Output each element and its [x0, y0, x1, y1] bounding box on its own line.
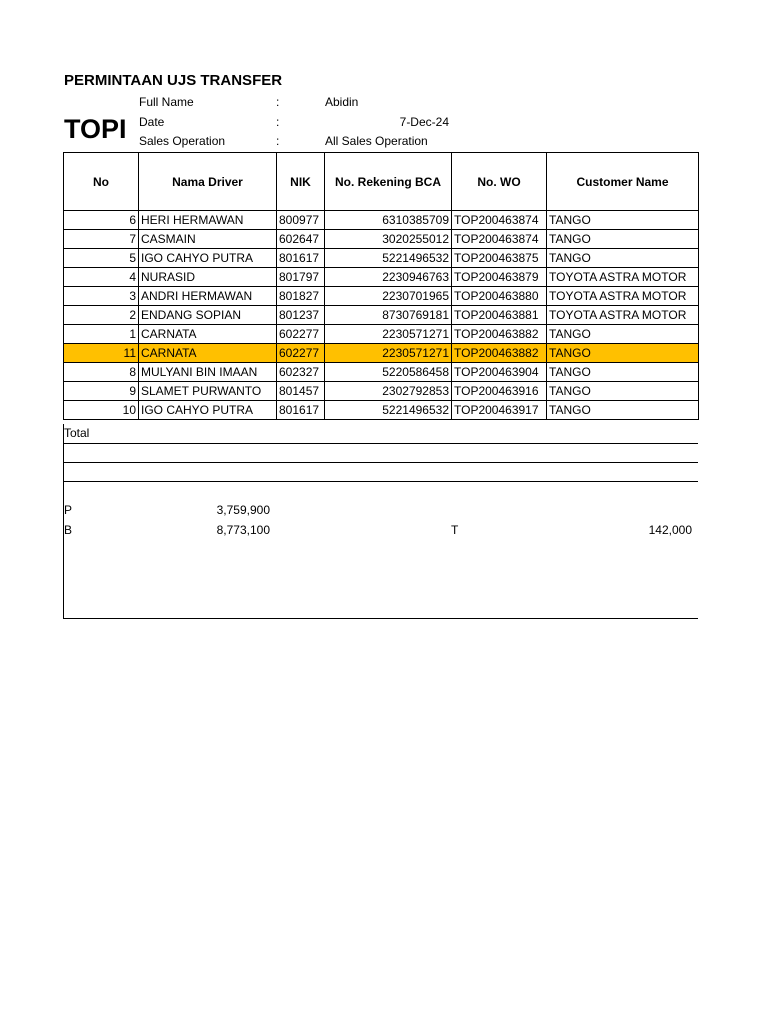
cell-wo: TOP200463874: [452, 230, 547, 249]
summary-b-value: 8,773,100: [216, 523, 270, 537]
cell-rekening: 2230946763: [325, 268, 452, 287]
cell-rekening: 2230571271: [325, 325, 452, 344]
table-row: [64, 401, 699, 420]
full-name-value: Abidin: [325, 95, 359, 109]
cell-customer: TANGO: [547, 211, 699, 230]
column-header-nik: NIK: [277, 153, 325, 211]
company-logo: TOPI: [64, 114, 127, 144]
sales-operation-colon: :: [276, 134, 280, 148]
cell-wo: TOP200463917: [452, 401, 547, 420]
cell-no: 8: [64, 363, 139, 382]
cell-customer: TANGO: [547, 230, 699, 249]
cell-rekening: 5221496532: [325, 249, 452, 268]
cell-wo: TOP200463916: [452, 382, 547, 401]
cell-driver: CARNATA: [139, 325, 277, 344]
column-header-wo: No. WO: [452, 153, 547, 211]
cell-driver: NURASID: [139, 268, 277, 287]
date-colon: :: [276, 115, 280, 129]
cell-wo: TOP200463879: [452, 268, 547, 287]
cell-driver: MULYANI BIN IMAAN: [139, 363, 277, 382]
sales-operation-value: All Sales Operation: [325, 134, 428, 148]
summary-p-label: P: [64, 503, 73, 517]
column-header-rekening: No. Rekening BCA: [325, 153, 452, 211]
cell-driver: ENDANG SOPIAN: [139, 306, 277, 325]
cell-driver: IGO CAHYO PUTRA: [139, 249, 277, 268]
cell-customer: TANGO: [547, 325, 699, 344]
cell-customer: TOYOTA ASTRA MOTOR: [547, 268, 699, 287]
cell-wo: TOP200463874: [452, 211, 547, 230]
date-label: Date: [139, 115, 165, 129]
cell-no: 2: [64, 306, 139, 325]
table-row: [64, 363, 699, 382]
border-line: [63, 424, 64, 619]
cell-customer: TANGO: [547, 382, 699, 401]
cell-driver: CARNATA: [139, 344, 277, 363]
transfer-table: [63, 152, 699, 420]
date-value: 7-Dec-24: [399, 115, 449, 129]
column-header-driver: Nama Driver: [139, 153, 277, 211]
cell-customer: TANGO: [547, 344, 699, 363]
cell-rekening: 2230701965: [325, 287, 452, 306]
table-header-row: [64, 153, 699, 211]
sales-operation-label: Sales Operation: [139, 134, 226, 148]
divider-line: [63, 462, 698, 463]
summary-p-value: 3,759,900: [216, 503, 270, 517]
cell-nik: 801237: [277, 306, 325, 325]
column-header-no: No: [64, 153, 139, 211]
cell-rekening: 2302792853: [325, 382, 452, 401]
table-row: [64, 268, 699, 287]
cell-customer: TANGO: [547, 401, 699, 420]
cell-driver: IGO CAHYO PUTRA: [139, 401, 277, 420]
table-row: [64, 230, 699, 249]
cell-no: 9: [64, 382, 139, 401]
cell-nik: 801617: [277, 401, 325, 420]
divider-line: [63, 481, 698, 482]
cell-nik: 602277: [277, 325, 325, 344]
cell-customer: TOYOTA ASTRA MOTOR: [547, 306, 699, 325]
cell-no: 3: [64, 287, 139, 306]
total-label: Total: [64, 426, 90, 440]
cell-no: 4: [64, 268, 139, 287]
cell-rekening: 6310385709: [325, 211, 452, 230]
cell-nik: 801457: [277, 382, 325, 401]
cell-nik: 800977: [277, 211, 325, 230]
document-title: PERMINTAAN UJS TRANSFER: [64, 72, 283, 89]
cell-no: 5: [64, 249, 139, 268]
cell-no: 1: [64, 325, 139, 344]
cell-wo: TOP200463882: [452, 325, 547, 344]
table-row: [64, 211, 699, 230]
cell-nik: 801617: [277, 249, 325, 268]
cell-driver: CASMAIN: [139, 230, 277, 249]
cell-wo: TOP200463880: [452, 287, 547, 306]
cell-wo: TOP200463875: [452, 249, 547, 268]
cell-no: 6: [64, 211, 139, 230]
cell-nik: 602277: [277, 344, 325, 363]
cell-rekening: 8730769181: [325, 306, 452, 325]
table-row: [64, 325, 699, 344]
cell-driver: SLAMET PURWANTO: [139, 382, 277, 401]
cell-wo: TOP200463904: [452, 363, 547, 382]
cell-no: 7: [64, 230, 139, 249]
summary-t-value: 142,000: [648, 523, 692, 537]
full-name-colon: :: [276, 95, 280, 109]
column-header-customer: Customer Name: [547, 153, 699, 211]
cell-customer: TOYOTA ASTRA MOTOR: [547, 287, 699, 306]
cell-driver: HERI HERMAWAN: [139, 211, 277, 230]
cell-wo: TOP200463882: [452, 344, 547, 363]
cell-rekening: 5221496532: [325, 401, 452, 420]
cell-rekening: 3020255012: [325, 230, 452, 249]
cell-nik: 602647: [277, 230, 325, 249]
divider-line: [63, 443, 698, 444]
cell-no: 10: [64, 401, 139, 420]
divider-line: [63, 618, 698, 619]
full-name-label: Full Name: [139, 95, 194, 109]
cell-wo: TOP200463881: [452, 306, 547, 325]
table-row: [64, 344, 699, 363]
table-row: [64, 287, 699, 306]
cell-nik: 602327: [277, 363, 325, 382]
cell-nik: 801827: [277, 287, 325, 306]
summary-b-label: B: [64, 523, 73, 537]
cell-nik: 801797: [277, 268, 325, 287]
table-row: [64, 249, 699, 268]
cell-rekening: 2230571271: [325, 344, 452, 363]
cell-customer: TANGO: [547, 363, 699, 382]
table-row: [64, 382, 699, 401]
summary-t-label: T: [451, 523, 459, 537]
cell-customer: TANGO: [547, 249, 699, 268]
cell-driver: ANDRI HERMAWAN: [139, 287, 277, 306]
cell-rekening: 5220586458: [325, 363, 452, 382]
table-row: [64, 306, 699, 325]
cell-no: 11: [64, 344, 139, 363]
